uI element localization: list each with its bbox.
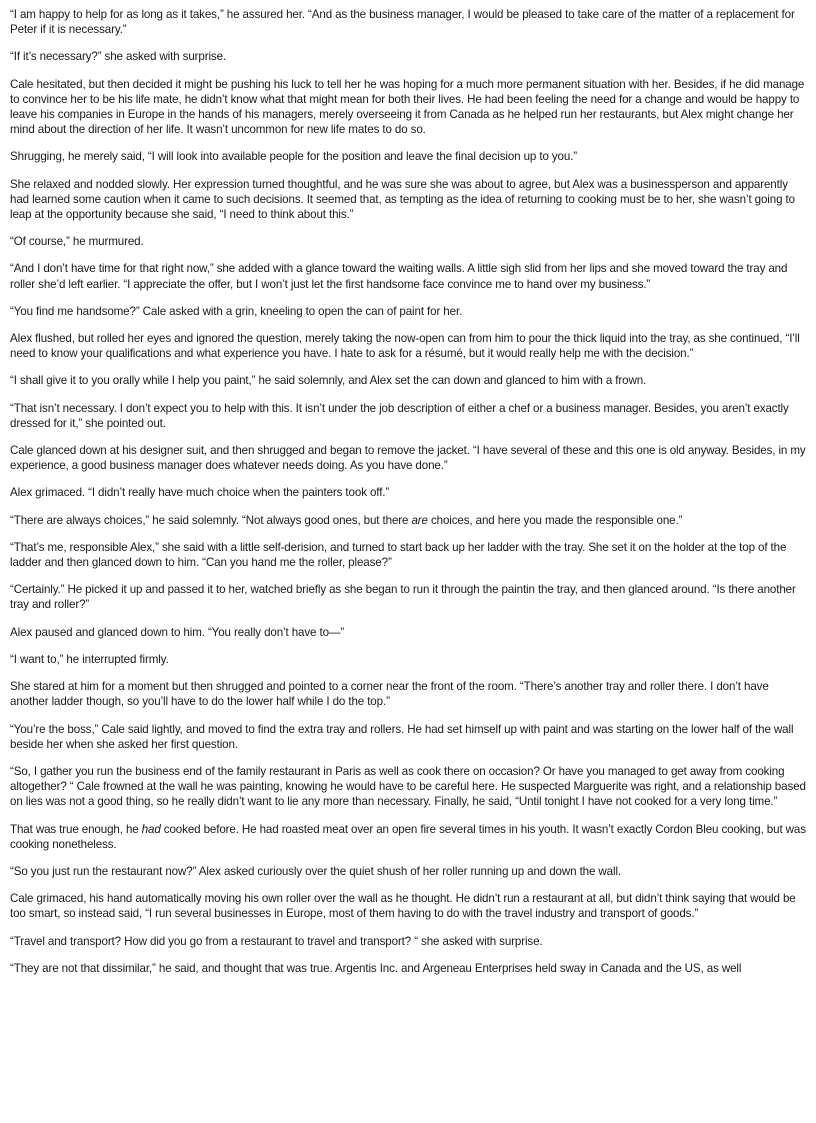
paragraph xyxy=(10,722,806,752)
paragraph xyxy=(10,401,806,431)
text-segment: Cale glanced down at his designer suit, and then shrugged and began to remove the jacket. “I have several of these and this one is old anyway. Besides, in my experience, a good business manager does whatever needs doing. As you have done.” xyxy=(10,444,806,473)
text-segment: Alex paused and glanced down to him. “You really don’t have to—” xyxy=(10,625,345,639)
paragraph xyxy=(10,679,806,709)
text-segment: “So you just run the restaurant now?” Alex asked curiously over the quiet shush of her roller running up and down the wall. xyxy=(10,864,622,878)
text-segment: Shrugging, he merely said, “I will look into available people for the position and leave the final decision up to you.” xyxy=(10,150,578,164)
text-segment: “If it’s necessary?” she asked with surprise. xyxy=(10,50,227,64)
text-segment: “That isn’t necessary. I don’t expect you to help with this. It isn’t under the job description of either a chef or a business manager. Besides, you aren’t exactly dressed for it,” she pointed out. xyxy=(10,401,789,430)
text-segment: “You’re the boss,” Cale said lightly, and moved to find the extra tray and rollers. He had set himself up with paint and was starting on the lower half of the wall beside her when she asked her first question. xyxy=(10,722,794,751)
text-segment: “I shall give it to you orally while I help you paint,” he said solemnly, and Alex set the can down and glanced to him with a frown. xyxy=(10,374,647,388)
paragraph xyxy=(10,149,806,164)
text-segment: Cale hesitated, but then decided it might be pushing his luck to tell her he was hoping for a much more permanent situation with her. Besides, if he did manage to convince her to be his life mate, he didn’t know what that might mean for both their lives. He had been feeling the need for a change and would be happy to leave his companies in Europe in the hands of his managers, merely overseeing it from Canada as he helped run her restaurants, but Alex might change her mind about the direction of her life. It wasn’t uncommon for new life mates to do so. xyxy=(10,77,805,137)
paragraph xyxy=(10,822,806,852)
paragraph xyxy=(10,540,806,570)
paragraph xyxy=(10,7,806,37)
paragraph xyxy=(10,891,806,921)
text-segment: “Travel and transport? How did you go from a restaurant to travel and transport? “ she asked with surprise. xyxy=(10,934,543,948)
paragraph xyxy=(10,961,806,976)
text-segment: “Of course,” he murmured. xyxy=(10,235,144,249)
paragraph xyxy=(10,513,806,528)
text-segment: Alex flushed, but rolled her eyes and ignored the question, merely taking the now-open can from him to pour the thick liquid into the tray, as she continued, “I’ll need to know your qualifications and what experience you have. I hate to ask for a résumé, but it would really help me with the decision.” xyxy=(10,332,800,361)
text-segment: “There are always choices,” he said solemnly. “Not always good ones, but there xyxy=(10,513,412,527)
paragraph xyxy=(10,177,806,223)
text-segment: Cale grimaced, his hand automatically moving his own roller over the wall as he thought. He didn’t run a restaurant at all, but didn’t think saying that would be too smart, so instead said, “I run several businesses in Europe, most of them having to do with the travel industry and transport of goods.” xyxy=(10,892,796,921)
paragraph xyxy=(10,234,806,249)
text-segment: “They are not that dissimilar,” he said, and thought that was true. Argentis Inc. and Argeneau Enterprises held sway in Canada and the US, as well xyxy=(10,961,742,975)
paragraph xyxy=(10,304,806,319)
paragraph xyxy=(10,864,806,879)
paragraph xyxy=(10,373,806,388)
italic-text: had xyxy=(141,822,161,836)
text-segment: “And I don’t have time for that right now,” she added with a glance toward the waiting walls. A little sigh slid from her lips and she moved toward the tray and roller she’d left earlier. “I appreciate the offer, but I won’t just let the first handsome face convince me to hand over my business.” xyxy=(10,262,788,291)
italic-text: are xyxy=(411,513,428,527)
text-segment: choices, and here you made the responsible one.” xyxy=(427,513,683,527)
text-segment: She stared at him for a moment but then shrugged and pointed to a corner near the front of the room. “There’s another tray and roller there. I don’t have another ladder though, so you’ll have to do the lower half while I do the top.” xyxy=(10,680,769,709)
text-segment: “Certainly.” He picked it up and passed it to her, watched briefly as she began to run it through the paintin the tray, and then glanced around. “Is there another tray and roller?” xyxy=(10,583,796,612)
text-segment: “That’s me, responsible Alex,” she said with a little self-derision, and turned to start back up her ladder with the tray. She set it on the holder at the top of the ladder and then glanced down to him. “Can you hand me the roller, please?” xyxy=(10,540,787,570)
text-segment: “I am happy to help for as long as it takes,” he assured her. “And as the business manager, I would be pleased to take care of the matter of a replacement for Peter if it is necessary.” xyxy=(10,8,795,37)
text-segment: She relaxed and nodded slowly. Her expression turned thoughtful, and he was sure she was about to agree, but Alex was a businessperson and apparently had learned some caution when it came to such decisions. It seemed that, as tempting as the idea of returning to cooking must be to her, she wasn’t going to leap at the opportunity because she said, “I need to think about this.” xyxy=(10,177,795,222)
paragraph xyxy=(10,652,806,667)
paragraph xyxy=(10,49,806,64)
paragraph xyxy=(10,625,806,640)
paragraph xyxy=(10,934,806,949)
paragraph xyxy=(10,582,806,612)
text-segment: cooked before. He had roasted meat over an open fire several times in his youth. It wasn’t exactly Cordon Bleu cooking, but was cooking nonetheless. xyxy=(10,822,806,851)
paragraph xyxy=(10,485,806,500)
paragraph xyxy=(10,443,806,473)
text-segment: That was true enough, he xyxy=(10,822,142,836)
paragraph xyxy=(10,764,806,810)
text-segment: Alex grimaced. “I didn’t really have much choice when the painters took off.” xyxy=(10,486,390,500)
paragraph xyxy=(10,77,806,138)
text-segment: “You find me handsome?” Cale asked with a grin, kneeling to open the can of paint for her. xyxy=(10,304,463,318)
text-segment: “So, I gather you run the business end of the family restaurant in Paris as well as cook there on occasion? Or have you managed to get away from cooking altogether? “ Cale frowned at the wall he was painting, knowing he would have to be careful here. He suspected Marguerite was right, and a relationship based on lies was not a good thing, so he really didn’t want to lie any more than necessary. Finally, he said, “Until tonight I have not cooked for a very long time.” xyxy=(10,764,806,809)
text-segment: “I want to,” he interrupted firmly. xyxy=(10,652,169,666)
paragraph xyxy=(10,331,806,361)
paragraph xyxy=(10,261,806,291)
